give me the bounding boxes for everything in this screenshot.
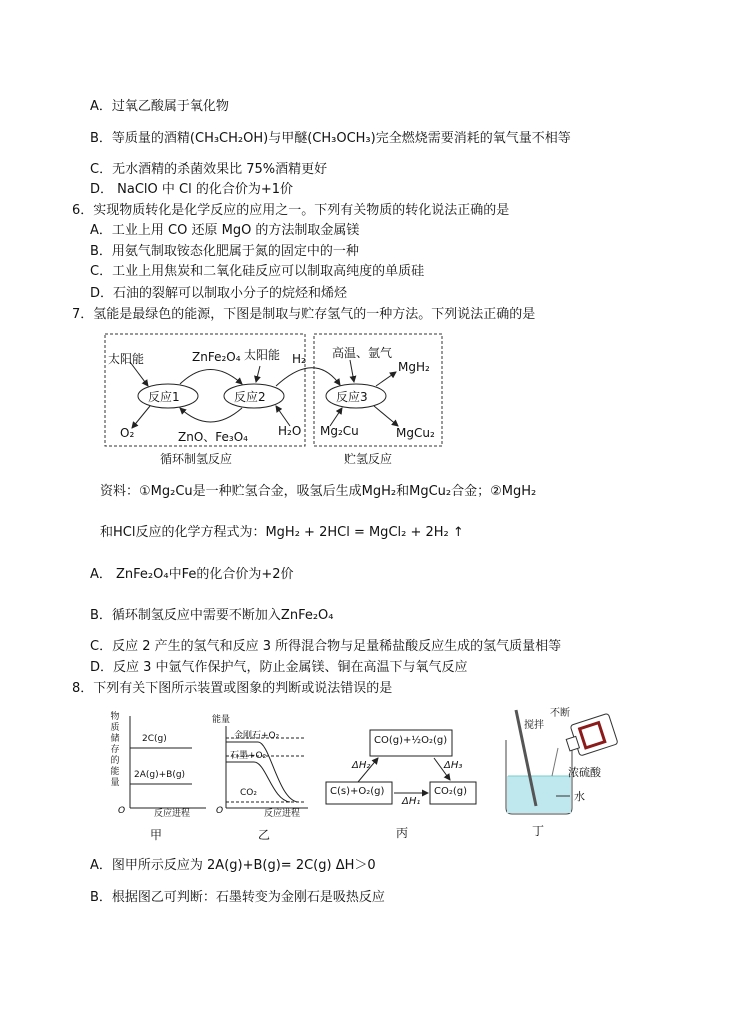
ding-water-label: 水 [574, 790, 585, 803]
arc-h2 [276, 368, 340, 386]
label-reaction2: 反应2 [234, 390, 266, 404]
figure-jia [108, 712, 208, 840]
label-mg2cu: Mg₂Cu [320, 424, 359, 438]
ding-stir-label: 不断 [550, 708, 570, 719]
yi-diamond-label: 金刚石+O₂ [234, 731, 280, 741]
bing-left-label: C(s)+O₂(g) [330, 786, 385, 797]
arrow-h2o [276, 406, 290, 426]
q6-option-a: A．工业上用 CO 还原 MgO 的方法制取金属镁 [90, 223, 360, 238]
q8-option-a: A．图甲所示反应为 2A(g)+B(g)= 2C(g) ΔH＞0 [90, 858, 376, 873]
yi-graphite-label: 石墨+O₂ [230, 751, 267, 761]
jia-origin: O [118, 806, 126, 816]
arc-top [180, 370, 242, 385]
caption-storage: 贮氢反应 [344, 452, 393, 466]
jia-top-label: 2C(g) [142, 734, 167, 744]
q7-option-b: B．循环制氢反应中需要不断加入ZnFe₂O₄ [90, 608, 334, 623]
q5-option-a: A．过氧乙酸属于氧化物 [90, 99, 229, 114]
jia-bottom-label: 2A(g)+B(g) [134, 770, 186, 780]
caption-cycle: 循环制氢反应 [160, 452, 233, 466]
label-mgh2: MgH₂ [398, 360, 430, 374]
figure-yi [212, 712, 312, 840]
label-sun1: 太阳能 [108, 352, 145, 366]
ding-caption: 丁 [532, 824, 545, 838]
acid-bottle [563, 713, 619, 758]
q7-stem: 7．氢能是最绿色的能源，下图是制取与贮存氢气的一种方法。下列说法正确的是 [72, 307, 536, 322]
bing-caption: 丙 [396, 826, 409, 840]
q7-info-line2: 和HCl反应的化学方程式为：MgH₂ + 2HCl = MgCl₂ + 2H₂ ↑ [100, 525, 464, 540]
bing-dh2: ΔH₂ [352, 760, 371, 771]
label-reaction3: 反应3 [336, 390, 368, 404]
q7-option-d: D．反应 3 中氩气作保护气，防止金属镁、铜在高温下与氧气反应 [90, 660, 468, 675]
jia-caption: 甲 [150, 828, 163, 842]
q5-option-b: B．等质量的酒精(CH₃CH₂OH)与甲醚(CH₃OCH₃)完全燃烧需要消耗的氧气量不相等 [90, 131, 571, 146]
arrow-sun2 [256, 366, 260, 382]
q5-option-d: D． NaClO 中 Cl 的化合价为+1价 [90, 182, 294, 197]
arrow-mgh2 [376, 372, 396, 386]
q6-option-c: C．工业上用焦炭和二氧化硅反应可以制取高纯度的单质硅 [90, 264, 425, 279]
bing-dh1: ΔH₁ [402, 796, 421, 807]
yi-origin: O [216, 806, 224, 816]
jia-xlabel: 反应进程 [154, 809, 191, 819]
graphite-curve [226, 762, 290, 802]
arc-bottom [180, 408, 242, 422]
arrow-mgcu2 [374, 406, 398, 426]
q8-option-b: B．根据图乙可判断：石墨转变为金刚石是吸热反应 [90, 890, 385, 905]
label-h2o: H₂O [278, 424, 302, 438]
water [507, 776, 571, 813]
yi-caption: 乙 [258, 828, 271, 842]
yi-ylabel: 能量 [212, 715, 231, 725]
acid-stream [552, 748, 558, 776]
label-h2: H₂ [292, 352, 306, 366]
yi-xlabel: 反应进程 [264, 809, 301, 819]
label-reaction1: 反应1 [148, 390, 180, 404]
label-znfe2o4: ZnFe₂O₄ [192, 350, 241, 364]
label-zno: ZnO、Fe₃O₄ [178, 430, 248, 444]
bing-right-label: CO₂(g) [434, 786, 468, 797]
yi-co2-label: CO₂ [240, 788, 257, 798]
jia-ylabel: 物 质 储 存 的 能 量 [110, 712, 120, 788]
q6-option-d: D．石油的裂解可以制取小分子的烷烃和烯烃 [90, 286, 348, 301]
q7-option-a: A． ZnFe₂O₄中Fe的化合价为+2价 [90, 567, 294, 582]
arrow-o2 [132, 406, 150, 428]
label-conditions: 高温、氩气 [332, 346, 393, 360]
q7-option-c: C．反应 2 产生的氢气和反应 3 所得混合物与足量稀盐酸反应生成的氢气质量相等 [90, 639, 562, 654]
arrow-cond [350, 360, 354, 382]
bing-top-label: CO(g)+½O₂(g) [374, 735, 448, 746]
label-sun2: 太阳能 [244, 348, 281, 362]
q6-option-b: B．用氨气制取铵态化肥属于氮的固定中的一种 [90, 244, 359, 259]
q7-info-line1: 资料：①Mg₂Cu是一种贮氢合金，吸氢后生成MgH₂和MgCu₂合金；②MgH₂ [100, 484, 537, 499]
q8-stem: 8．下列有关下图所示装置或图象的判断或说法错误的是 [72, 681, 393, 696]
q5-option-c: C．无水酒精的杀菌效果比 75%酒精更好 [90, 162, 328, 177]
label-o2: O₂ [120, 426, 135, 440]
figure-bing [322, 724, 480, 840]
ding-stir-label2: 搅拌 [524, 720, 544, 731]
label-mgcu2: MgCu₂ [396, 426, 435, 440]
q6-stem: 6．实现物质转化是化学反应的应用之一。下列有关物质的转化说法正确的是 [72, 203, 510, 218]
bing-dh3: ΔH₃ [444, 760, 463, 771]
figure-ding [496, 704, 626, 840]
ding-acid-label: 浓硫酸 [568, 766, 601, 779]
hydrogen-cycle-diagram [100, 330, 450, 470]
